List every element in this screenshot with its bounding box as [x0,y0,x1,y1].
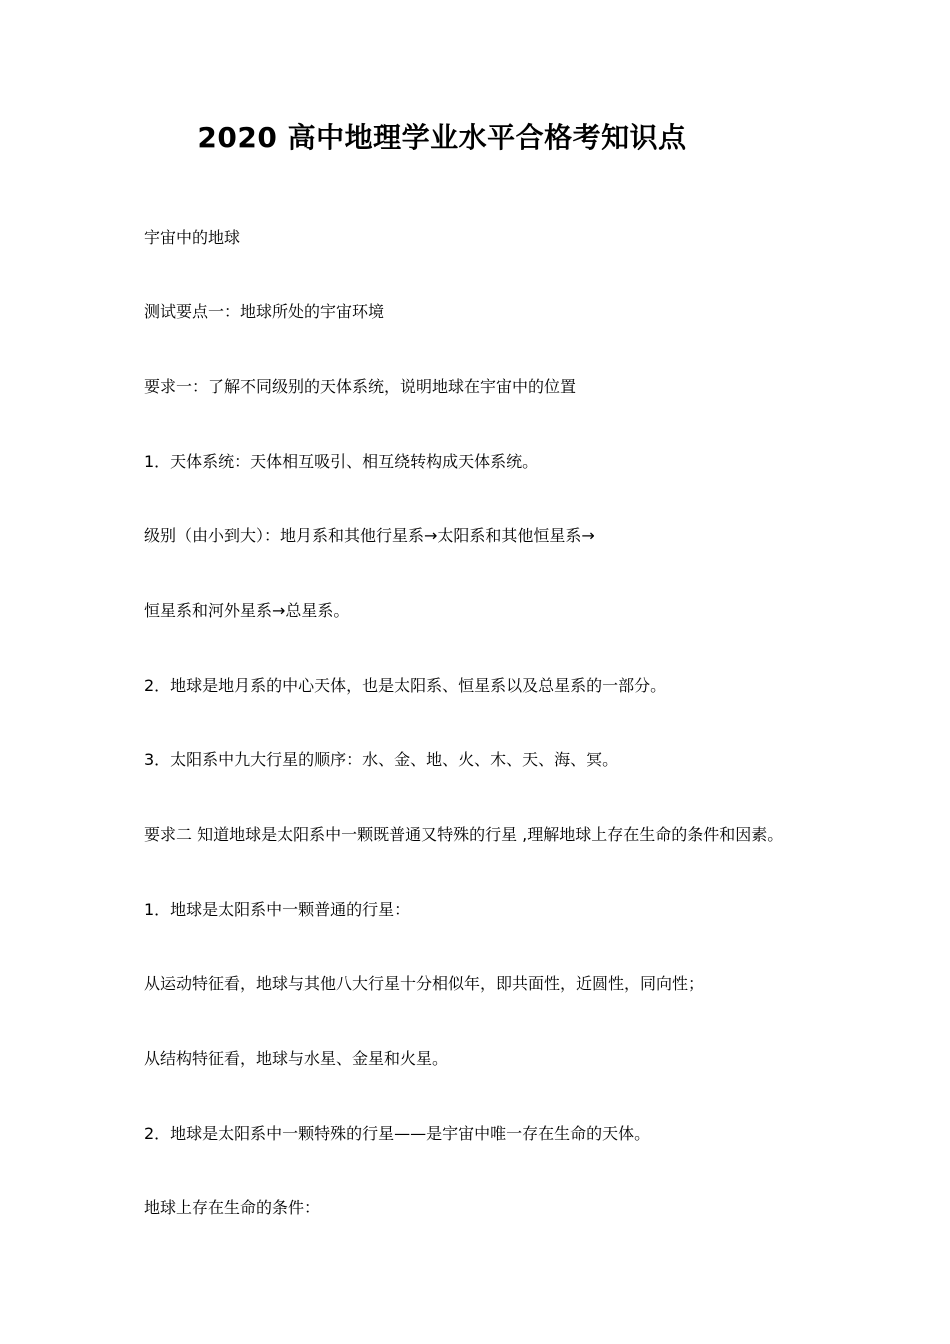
paragraph: 1．地球是太阳系中一颗普通的行星： [144,900,411,919]
paragraph: 1．天体系统：天体相互吸引、相互绕转构成天体系统。 [144,452,539,471]
paragraph: 3．太阳系中九大行星的顺序：水、金、地、火、木、天、海、冥。 [144,750,619,769]
paragraph: 恒星系和河外星系→总星系。 [144,601,350,620]
paragraph: 地球上存在生命的条件： [144,1198,321,1217]
paragraph: 要求一：了解不同级别的天体系统，说明地球在宇宙中的位置 [144,377,577,396]
document-title: 2020 高中地理学业水平合格考知识点 [197,121,687,154]
paragraph: 测试要点一：地球所处的宇宙环境 [144,302,385,321]
paragraph: 从运动特征看，地球与其他八大行星十分相似年，即共面性，近圆性，同向性； [144,974,705,993]
paragraph: 级别（由小到大）：地月系和其他行星系→太阳系和其他恒星系→ [144,526,595,545]
paragraph: 2．地球是太阳系中一颗特殊的行星——是宇宙中唯一存在生命的天体。 [144,1124,651,1143]
paragraph: 2．地球是地月系的中心天体，也是太阳系、恒星系以及总星系的一部分。 [144,676,667,695]
paragraph: 从结构特征看，地球与水星、金星和火星。 [144,1049,449,1068]
paragraph: 要求二 知道地球是太阳系中一颗既普通又特殊的行星 ,理解地球上存在生命的条件和因素。 [144,825,784,844]
paragraph: 宇宙中的地球 [144,228,241,247]
